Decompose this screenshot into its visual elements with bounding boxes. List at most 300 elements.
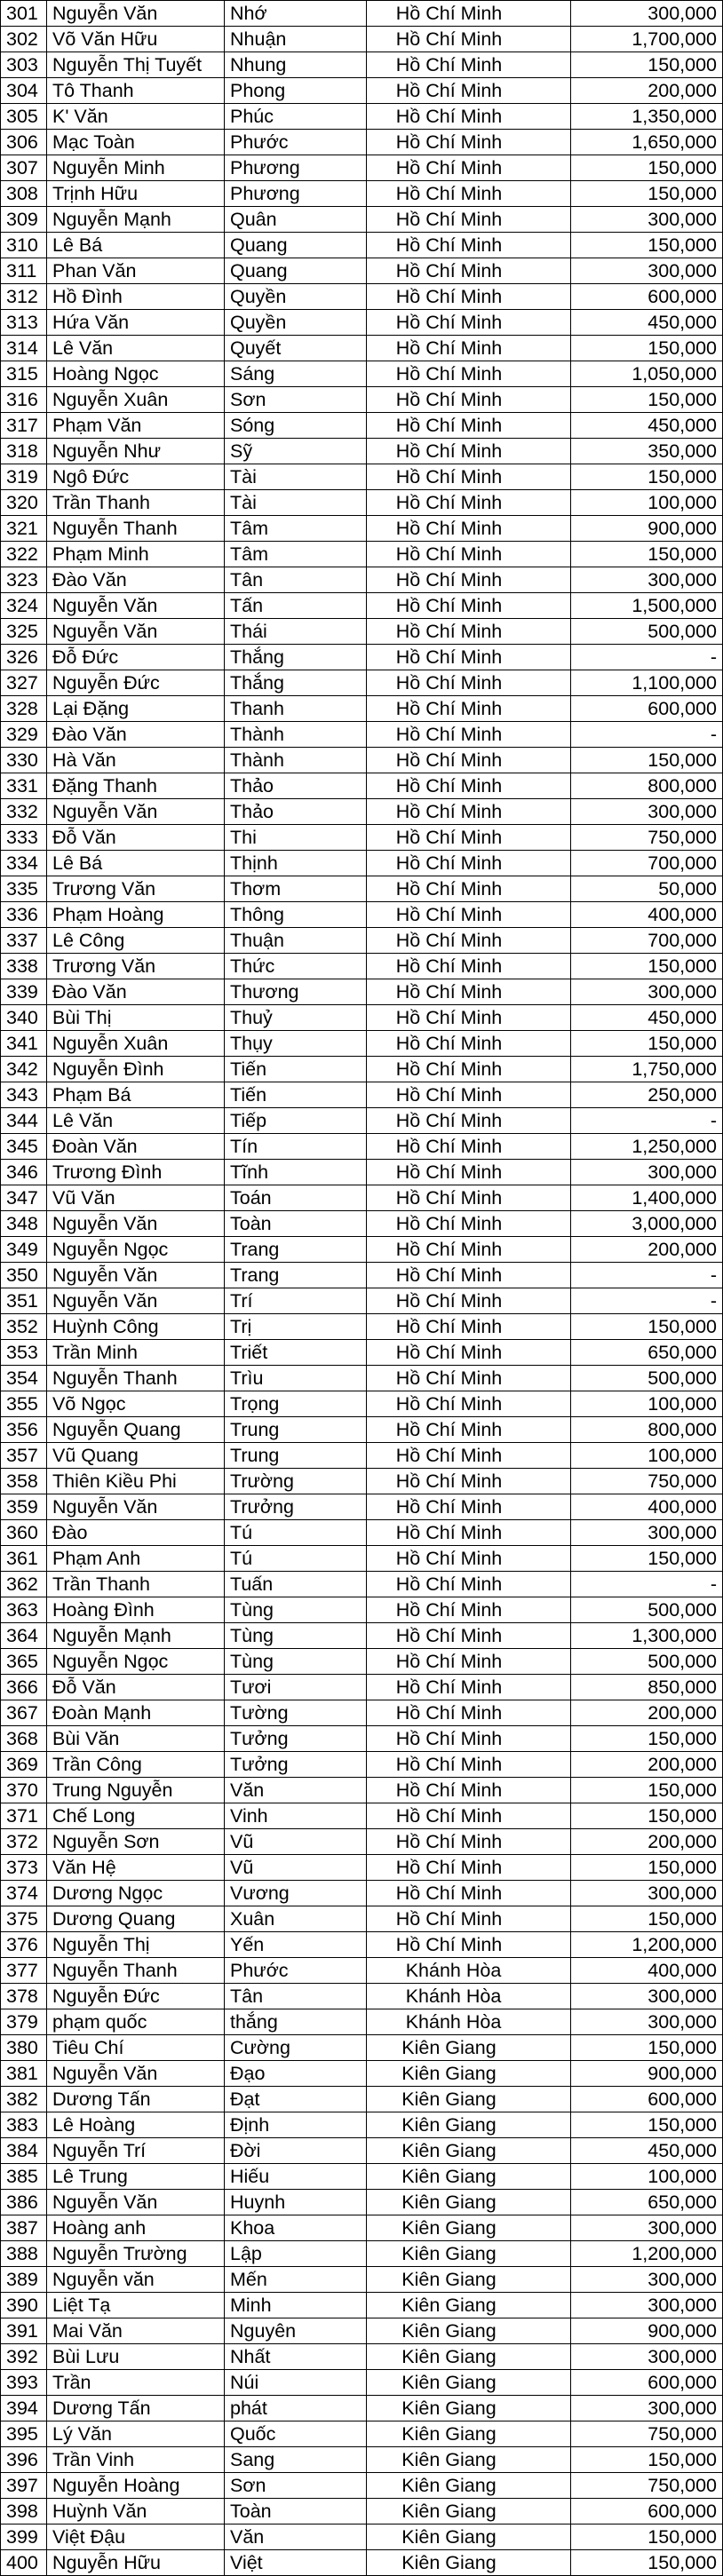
province-cell: Hồ Chí Minh (367, 1134, 571, 1160)
amount-cell: 200,000 (571, 1829, 723, 1855)
province-cell: Kiên Giang (367, 2087, 571, 2112)
amount-cell: 1,350,000 (571, 104, 723, 130)
amount-cell: 150,000 (571, 2112, 723, 2138)
row-number-cell: 305 (1, 104, 47, 130)
given-name-cell: Việt (225, 2550, 367, 2576)
given-name-cell: Tưởng (225, 1752, 367, 1778)
surname-cell: Đào Văn (47, 979, 225, 1005)
table-row (1, 2138, 723, 2164)
surname-cell: Đoàn Văn (47, 1134, 225, 1160)
given-name-cell: Yến (225, 1932, 367, 1958)
province-cell: Kiên Giang (367, 2164, 571, 2190)
amount-cell: 150,000 (571, 1546, 723, 1572)
row-number-cell: 302 (1, 27, 47, 52)
amount-cell: 900,000 (571, 2061, 723, 2087)
surname-cell: Huỳnh Công (47, 1314, 225, 1340)
row-number-cell: 365 (1, 1649, 47, 1675)
table-row (1, 2267, 723, 2293)
surname-cell: Trương Văn (47, 954, 225, 979)
table-row (1, 1700, 723, 1726)
amount-cell: 900,000 (571, 516, 723, 542)
surname-cell: Hoàng anh (47, 2215, 225, 2241)
row-number-cell: 379 (1, 2009, 47, 2035)
surname-cell: Tiêu Chí (47, 2035, 225, 2061)
row-number-cell: 380 (1, 2035, 47, 2061)
amount-cell: 150,000 (571, 1906, 723, 1932)
amount-cell: 300,000 (571, 1160, 723, 1185)
province-cell: Hồ Chí Minh (367, 1778, 571, 1803)
given-name-cell: Thảo (225, 799, 367, 825)
surname-cell: Nguyễn Hoàng (47, 2473, 225, 2499)
row-number-cell: 330 (1, 748, 47, 773)
table-row (1, 1597, 723, 1623)
province-cell: Kiên Giang (367, 2061, 571, 2087)
table-row (1, 104, 723, 130)
table-row (1, 928, 723, 954)
province-cell: Hồ Chí Minh (367, 1005, 571, 1031)
table-row (1, 1057, 723, 1082)
province-cell: Hồ Chí Minh (367, 1469, 571, 1494)
amount-cell: 300,000 (571, 979, 723, 1005)
given-name-cell: Thịnh (225, 851, 367, 876)
province-cell: Hồ Chí Minh (367, 1932, 571, 1958)
province-cell: Hồ Chí Minh (367, 490, 571, 516)
amount-cell: 300,000 (571, 2293, 723, 2318)
surname-cell: Lê Trung (47, 2164, 225, 2190)
surname-cell: Nguyễn Thanh (47, 516, 225, 542)
table-row (1, 2293, 723, 2318)
province-cell: Hồ Chí Minh (367, 670, 571, 696)
table-row (1, 310, 723, 336)
surname-cell: Nguyễn Văn (47, 1, 225, 27)
amount-cell: 450,000 (571, 310, 723, 336)
given-name-cell: Quang (225, 233, 367, 258)
table-row (1, 1649, 723, 1675)
row-number-cell: 304 (1, 78, 47, 104)
amount-cell: 300,000 (571, 2215, 723, 2241)
given-name-cell: Định (225, 2112, 367, 2138)
surname-cell: Việt Đậu (47, 2524, 225, 2550)
province-cell: Hồ Chí Minh (367, 1443, 571, 1469)
table-row (1, 2035, 723, 2061)
table-row (1, 2009, 723, 2035)
row-number-cell: 311 (1, 258, 47, 284)
given-name-cell: Nhớ (225, 1, 367, 27)
row-number-cell: 395 (1, 2421, 47, 2447)
given-name-cell: Sỹ (225, 439, 367, 464)
given-name-cell: Vũ (225, 1829, 367, 1855)
table-row (1, 593, 723, 619)
amount-cell: 100,000 (571, 490, 723, 516)
given-name-cell: Tuấn (225, 1572, 367, 1597)
surname-cell: Nguyễn Quang (47, 1417, 225, 1443)
row-number-cell: 303 (1, 52, 47, 78)
given-name-cell: Thắng (225, 645, 367, 670)
province-cell: Kiên Giang (367, 2215, 571, 2241)
table-row (1, 1855, 723, 1881)
amount-cell: 850,000 (571, 1675, 723, 1700)
surname-cell: Nguyễn Thị (47, 1932, 225, 1958)
row-number-cell: 307 (1, 155, 47, 181)
province-cell: Khánh Hòa (367, 1984, 571, 2009)
row-number-cell: 336 (1, 902, 47, 928)
given-name-cell: Triết (225, 1340, 367, 1366)
table-row (1, 52, 723, 78)
surname-cell: Trần Minh (47, 1340, 225, 1366)
given-name-cell: Thành (225, 722, 367, 748)
amount-cell: 150,000 (571, 2447, 723, 2473)
given-name-cell: Tâm (225, 542, 367, 567)
province-cell: Hồ Chí Minh (367, 1752, 571, 1778)
row-number-cell: 393 (1, 2370, 47, 2396)
amount-cell: - (571, 1572, 723, 1597)
row-number-cell: 373 (1, 1855, 47, 1881)
table-row (1, 336, 723, 361)
province-cell: Kiên Giang (367, 2190, 571, 2215)
surname-cell: Dương Tấn (47, 2087, 225, 2112)
surname-cell: Đỗ Văn (47, 1675, 225, 1700)
table-row (1, 1082, 723, 1108)
surname-cell: Đào Văn (47, 722, 225, 748)
surname-cell: Nguyễn Đức (47, 1984, 225, 2009)
given-name-cell: Quân (225, 207, 367, 233)
row-number-cell: 384 (1, 2138, 47, 2164)
amount-cell: - (571, 1108, 723, 1134)
surname-cell: Dương Quang (47, 1906, 225, 1932)
province-cell: Kiên Giang (367, 2344, 571, 2370)
given-name-cell: Toán (225, 1185, 367, 1211)
surname-cell: Phạm Anh (47, 1546, 225, 1572)
amount-cell: 750,000 (571, 1469, 723, 1494)
amount-cell: 1,400,000 (571, 1185, 723, 1211)
table-row (1, 1752, 723, 1778)
row-number-cell: 378 (1, 1984, 47, 2009)
province-cell: Hồ Chí Minh (367, 181, 571, 207)
province-cell: Kiên Giang (367, 2370, 571, 2396)
amount-cell: 500,000 (571, 619, 723, 645)
row-number-cell: 386 (1, 2190, 47, 2215)
surname-cell: Chế Long (47, 1803, 225, 1829)
province-cell: Hồ Chí Minh (367, 1417, 571, 1443)
row-number-cell: 383 (1, 2112, 47, 2138)
given-name-cell: Tưởng (225, 1726, 367, 1752)
table-row (1, 1443, 723, 1469)
row-number-cell: 313 (1, 310, 47, 336)
province-cell: Hồ Chí Minh (367, 1082, 571, 1108)
province-cell: Hồ Chí Minh (367, 748, 571, 773)
surname-cell: Hứa Văn (47, 310, 225, 336)
table-row (1, 130, 723, 155)
surname-cell: Bùi Thị (47, 1005, 225, 1031)
surname-cell: Nguyễn Văn (47, 2061, 225, 2087)
row-number-cell: 399 (1, 2524, 47, 2550)
surname-cell: Trần Công (47, 1752, 225, 1778)
amount-cell: 150,000 (571, 1803, 723, 1829)
table-body (1, 1, 723, 2576)
amount-cell: 1,750,000 (571, 1057, 723, 1082)
row-number-cell: 346 (1, 1160, 47, 1185)
row-number-cell: 309 (1, 207, 47, 233)
province-cell: Hồ Chí Minh (367, 1675, 571, 1700)
given-name-cell: Nhuận (225, 27, 367, 52)
row-number-cell: 398 (1, 2499, 47, 2524)
given-name-cell: Sóng (225, 413, 367, 439)
given-name-cell: Tiến (225, 1057, 367, 1082)
table-row (1, 1237, 723, 1263)
table-row (1, 78, 723, 104)
surname-cell: Trịnh Hữu (47, 181, 225, 207)
surname-cell: Nguyễn Văn (47, 593, 225, 619)
amount-cell: 3,000,000 (571, 1211, 723, 1237)
given-name-cell: Phương (225, 181, 367, 207)
given-name-cell: Quang (225, 258, 367, 284)
given-name-cell: phát (225, 2396, 367, 2421)
row-number-cell: 349 (1, 1237, 47, 1263)
table-row (1, 1881, 723, 1906)
province-cell: Hồ Chí Minh (367, 1, 571, 27)
given-name-cell: Sáng (225, 361, 367, 387)
table-row (1, 2190, 723, 2215)
given-name-cell: Tú (225, 1546, 367, 1572)
table-row (1, 439, 723, 464)
given-name-cell: Khoa (225, 2215, 367, 2241)
amount-cell: 1,100,000 (571, 670, 723, 696)
province-cell: Hồ Chí Minh (367, 104, 571, 130)
table-row (1, 1572, 723, 1597)
surname-cell: Vũ Quang (47, 1443, 225, 1469)
surname-cell: Trần Thanh (47, 1572, 225, 1597)
given-name-cell: Phước (225, 1958, 367, 1984)
table-row (1, 181, 723, 207)
row-number-cell: 344 (1, 1108, 47, 1134)
province-cell: Hồ Chí Minh (367, 1391, 571, 1417)
amount-cell: 150,000 (571, 1778, 723, 1803)
table-row (1, 1984, 723, 2009)
amount-cell: 1,300,000 (571, 1623, 723, 1649)
given-name-cell: Sơn (225, 2473, 367, 2499)
given-name-cell: Quyền (225, 284, 367, 310)
province-cell: Hồ Chí Minh (367, 1314, 571, 1340)
province-cell: Khánh Hòa (367, 2009, 571, 2035)
province-cell: Hồ Chí Minh (367, 1726, 571, 1752)
row-number-cell: 345 (1, 1134, 47, 1160)
surname-cell: Lê Văn (47, 336, 225, 361)
row-number-cell: 354 (1, 1366, 47, 1391)
province-cell: Hồ Chí Minh (367, 1031, 571, 1057)
row-number-cell: 331 (1, 773, 47, 799)
amount-cell: 150,000 (571, 542, 723, 567)
surname-cell: phạm quốc (47, 2009, 225, 2035)
table-row (1, 1675, 723, 1700)
province-cell: Kiên Giang (367, 2241, 571, 2267)
row-number-cell: 388 (1, 2241, 47, 2267)
province-cell: Hồ Chí Minh (367, 696, 571, 722)
given-name-cell: Mến (225, 2267, 367, 2293)
province-cell: Hồ Chí Minh (367, 78, 571, 104)
amount-cell: 300,000 (571, 567, 723, 593)
given-name-cell: Thanh (225, 696, 367, 722)
given-name-cell: Tiếp (225, 1108, 367, 1134)
given-name-cell: Toàn (225, 2499, 367, 2524)
surname-cell: Lê Hoàng (47, 2112, 225, 2138)
row-number-cell: 339 (1, 979, 47, 1005)
amount-cell: 600,000 (571, 696, 723, 722)
amount-cell: - (571, 645, 723, 670)
surname-cell: Trần (47, 2370, 225, 2396)
table-row (1, 1623, 723, 1649)
province-cell: Hồ Chí Minh (367, 1340, 571, 1366)
table-row (1, 619, 723, 645)
amount-cell: 1,050,000 (571, 361, 723, 387)
table-row (1, 1263, 723, 1288)
province-cell: Hồ Chí Minh (367, 1494, 571, 1520)
row-number-cell: 324 (1, 593, 47, 619)
province-cell: Hồ Chí Minh (367, 542, 571, 567)
amount-cell: 1,700,000 (571, 27, 723, 52)
surname-cell: Đỗ Văn (47, 825, 225, 851)
row-number-cell: 343 (1, 1082, 47, 1108)
province-cell: Hồ Chí Minh (367, 567, 571, 593)
surname-cell: Nguyễn Sơn (47, 1829, 225, 1855)
province-cell: Hồ Chí Minh (367, 1855, 571, 1881)
row-number-cell: 340 (1, 1005, 47, 1031)
row-number-cell: 348 (1, 1211, 47, 1237)
row-number-cell: 359 (1, 1494, 47, 1520)
given-name-cell: Phương (225, 155, 367, 181)
province-cell: Khánh Hòa (367, 1958, 571, 1984)
row-number-cell: 308 (1, 181, 47, 207)
given-name-cell: Phước (225, 130, 367, 155)
province-cell: Hồ Chí Minh (367, 902, 571, 928)
table-row (1, 258, 723, 284)
province-cell: Kiên Giang (367, 2421, 571, 2447)
province-cell: Hồ Chí Minh (367, 464, 571, 490)
given-name-cell: Sơn (225, 387, 367, 413)
province-cell: Kiên Giang (367, 2267, 571, 2293)
surname-cell: Nguyễn Mạnh (47, 207, 225, 233)
table-row (1, 2164, 723, 2190)
row-number-cell: 312 (1, 284, 47, 310)
row-number-cell: 337 (1, 928, 47, 954)
province-cell: Hồ Chí Minh (367, 1906, 571, 1932)
row-number-cell: 397 (1, 2473, 47, 2499)
amount-cell: 150,000 (571, 2524, 723, 2550)
row-number-cell: 323 (1, 567, 47, 593)
amount-cell: 100,000 (571, 1391, 723, 1417)
province-cell: Hồ Chí Minh (367, 1803, 571, 1829)
given-name-cell: Sang (225, 2447, 367, 2473)
surname-cell: Lê Bá (47, 233, 225, 258)
surname-cell: K' Văn (47, 104, 225, 130)
amount-cell: 1,500,000 (571, 593, 723, 619)
amount-cell: 800,000 (571, 773, 723, 799)
surname-cell: Phạm Bá (47, 1082, 225, 1108)
table-row (1, 979, 723, 1005)
surname-cell: Liệt Tạ (47, 2293, 225, 2318)
given-name-cell: Vinh (225, 1803, 367, 1829)
amount-cell: 250,000 (571, 1082, 723, 1108)
amount-cell: 900,000 (571, 2318, 723, 2344)
table-row (1, 1958, 723, 1984)
given-name-cell: Trường (225, 1469, 367, 1494)
given-name-cell: Huynh (225, 2190, 367, 2215)
given-name-cell: Trí (225, 1288, 367, 1314)
amount-cell: 600,000 (571, 2370, 723, 2396)
table-row (1, 1366, 723, 1391)
province-cell: Hồ Chí Minh (367, 1263, 571, 1288)
province-cell: Kiên Giang (367, 2293, 571, 2318)
province-cell: Hồ Chí Minh (367, 1237, 571, 1263)
amount-cell: 500,000 (571, 1597, 723, 1623)
table-row (1, 2241, 723, 2267)
row-number-cell: 368 (1, 1726, 47, 1752)
amount-cell: 300,000 (571, 1984, 723, 2009)
amount-cell: 650,000 (571, 2190, 723, 2215)
province-cell: Hồ Chí Minh (367, 928, 571, 954)
surname-cell: Dương Ngọc (47, 1881, 225, 1906)
row-number-cell: 317 (1, 413, 47, 439)
table-row (1, 2447, 723, 2473)
surname-cell: Nguyễn Đức (47, 670, 225, 696)
table-row (1, 567, 723, 593)
table-row (1, 490, 723, 516)
row-number-cell: 351 (1, 1288, 47, 1314)
table-row (1, 464, 723, 490)
row-number-cell: 306 (1, 130, 47, 155)
surname-cell: Nguyễn Hữu (47, 2550, 225, 2576)
table-row (1, 1, 723, 27)
table-row (1, 1340, 723, 1366)
province-cell: Hồ Chí Minh (367, 851, 571, 876)
province-cell: Hồ Chí Minh (367, 516, 571, 542)
surname-cell: Văn Hệ (47, 1855, 225, 1881)
given-name-cell: Cường (225, 2035, 367, 2061)
given-name-cell: Đạt (225, 2087, 367, 2112)
given-name-cell: Tùng (225, 1649, 367, 1675)
row-number-cell: 314 (1, 336, 47, 361)
amount-cell: 300,000 (571, 2396, 723, 2421)
given-name-cell: Trang (225, 1237, 367, 1263)
amount-cell: 150,000 (571, 52, 723, 78)
table-row (1, 1005, 723, 1031)
row-number-cell: 369 (1, 1752, 47, 1778)
surname-cell: Trần Vinh (47, 2447, 225, 2473)
amount-cell: 600,000 (571, 2499, 723, 2524)
row-number-cell: 389 (1, 2267, 47, 2293)
table-row (1, 1906, 723, 1932)
table-row (1, 27, 723, 52)
row-number-cell: 353 (1, 1340, 47, 1366)
amount-cell: 150,000 (571, 233, 723, 258)
amount-cell: 300,000 (571, 799, 723, 825)
table-row (1, 361, 723, 387)
row-number-cell: 319 (1, 464, 47, 490)
surname-cell: Trần Thanh (47, 490, 225, 516)
table-row (1, 2061, 723, 2087)
given-name-cell: Thức (225, 954, 367, 979)
amount-cell: 150,000 (571, 1726, 723, 1752)
amount-cell: 150,000 (571, 1855, 723, 1881)
given-name-cell: Tân (225, 1984, 367, 2009)
province-cell: Hồ Chí Minh (367, 1211, 571, 1237)
amount-cell: 200,000 (571, 1752, 723, 1778)
surname-cell: Nguyễn Thanh (47, 1366, 225, 1391)
province-cell: Hồ Chí Minh (367, 258, 571, 284)
province-cell: Hồ Chí Minh (367, 1185, 571, 1211)
province-cell: Hồ Chí Minh (367, 233, 571, 258)
row-number-cell: 396 (1, 2447, 47, 2473)
row-number-cell: 315 (1, 361, 47, 387)
